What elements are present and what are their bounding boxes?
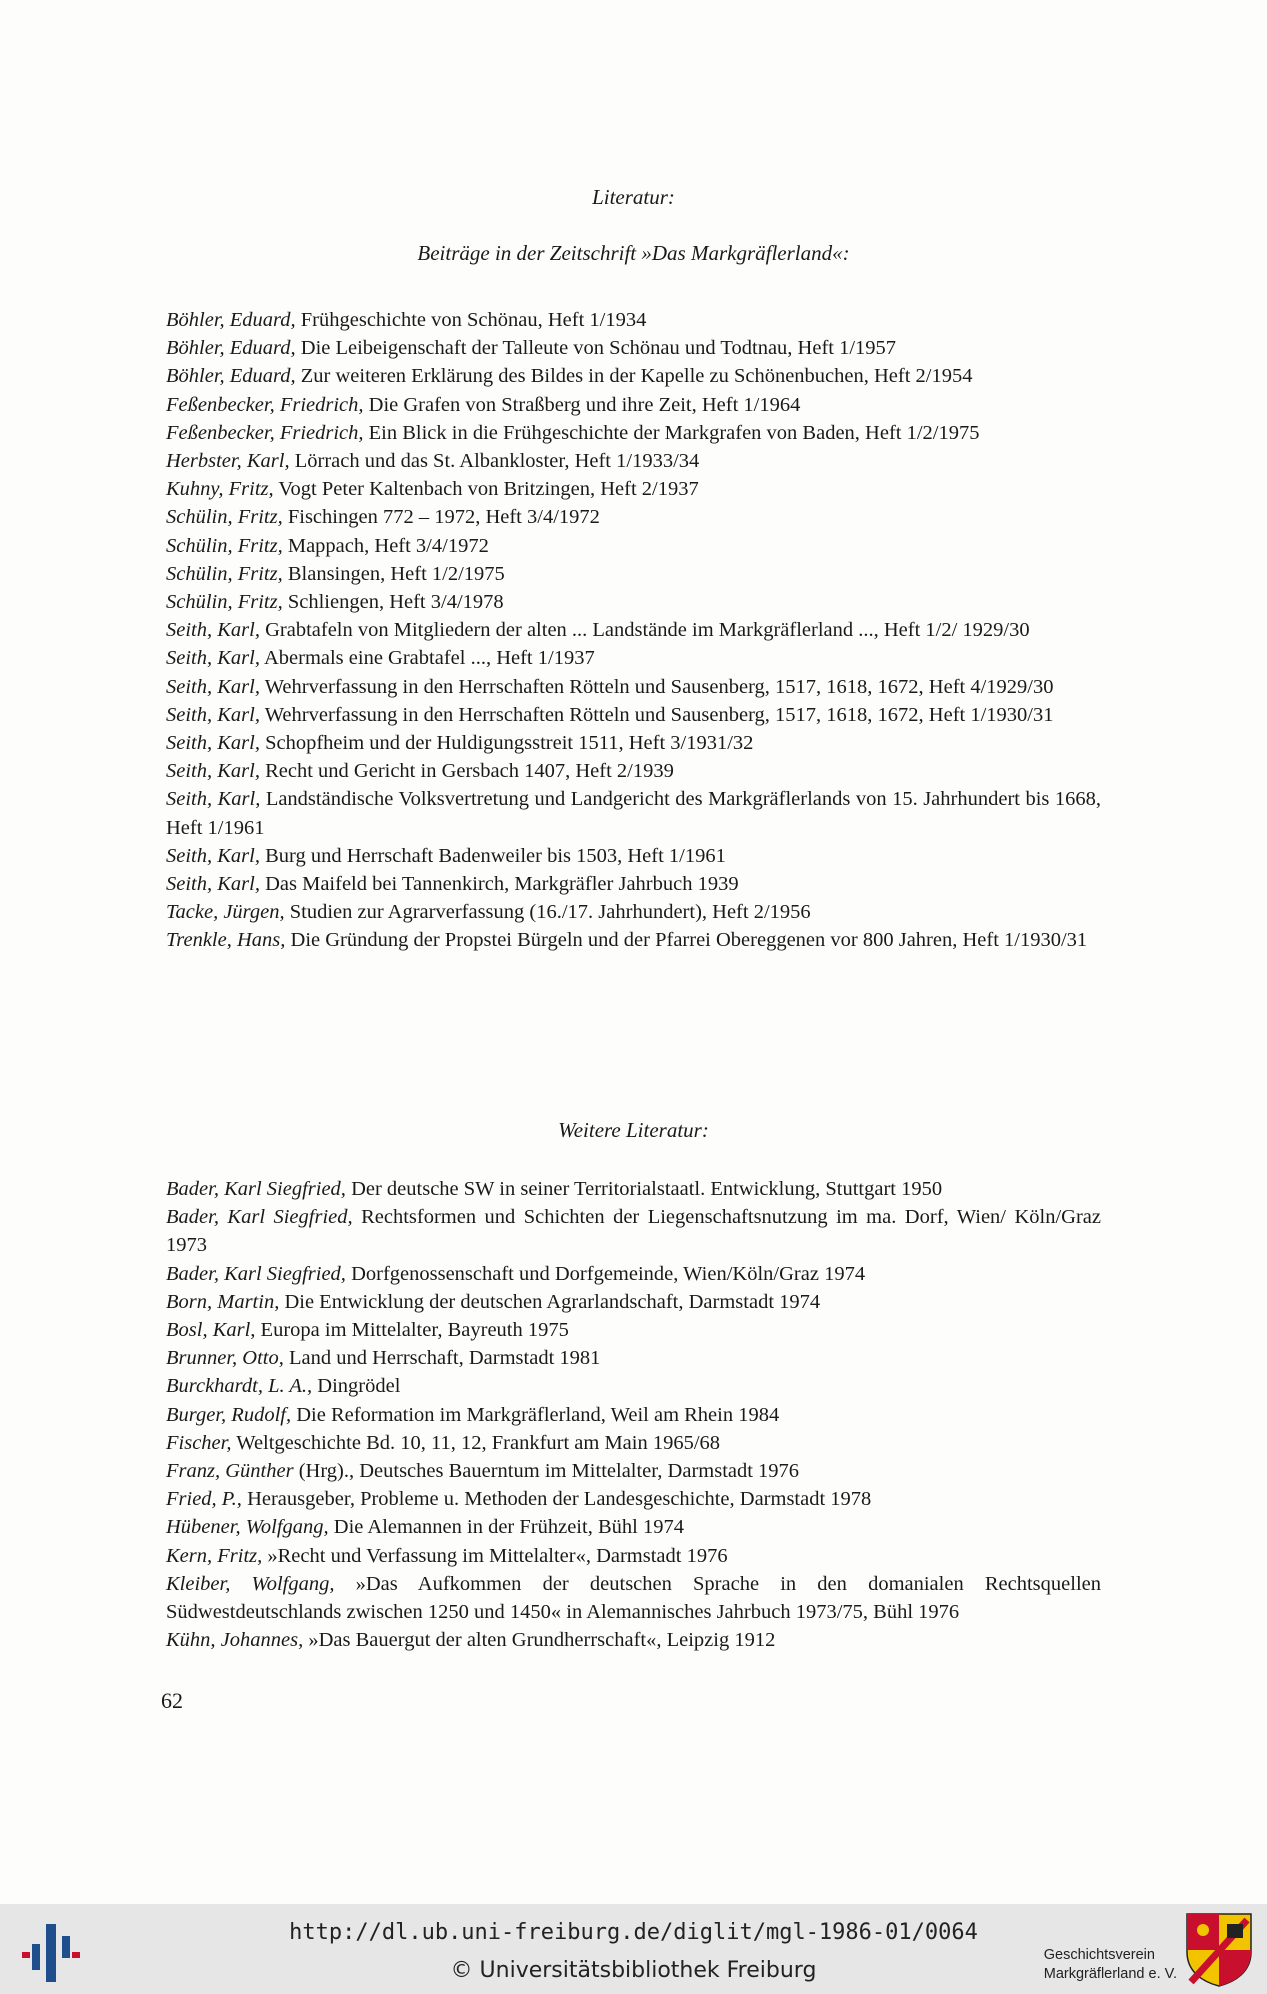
entry-author: Seith, Karl, [166, 788, 261, 811]
entry-author: Seith, Karl, [166, 732, 260, 755]
entry-author: Kuhny, Fritz, [166, 478, 274, 501]
bibliography-entry [166, 898, 1101, 926]
journal-contributions-list [166, 306, 1101, 955]
entry-author: Seith, Karl, [166, 647, 260, 670]
bibliography-entry [166, 1175, 1101, 1203]
entry-title: Schliengen, Heft 3/4/1978 [282, 591, 504, 614]
entry-author: Schülin, Fritz, [166, 562, 283, 585]
entry-author: Seith, Karl, [166, 844, 260, 867]
copyright-text: © Universitätsbibliothek Freiburg [450, 1958, 817, 1983]
society-name [1044, 1946, 1177, 1984]
entry-title: Schopfheim und der Huldigungsstreit 1511, Heft 3/1931/32 [259, 732, 754, 755]
entry-author: Seith, Karl, [166, 760, 260, 783]
bibliography-entry [166, 1344, 1101, 1372]
entry-title: Der deutsche SW in seiner Territorialstaatl. Entwicklung, Stuttgart 1950 [345, 1178, 943, 1200]
entry-author: Burckhardt, L. A., [166, 1375, 313, 1398]
bibliography-entry [166, 1401, 1101, 1429]
bibliography-entry [166, 870, 1101, 898]
bibliography-entry [166, 757, 1101, 785]
entry-title: Wehrverfassung in den Herrschaften Rötteln und Sausenberg, 1517, 1618, 1672, Heft 1/1930/31 [259, 703, 1054, 726]
bibliography-entry [166, 1372, 1101, 1400]
entry-title: Landständische Volksvertretung und Landgericht des Markgräflerlands von 15. Jahrhundert bis 1668, Heft 1/1961 [166, 788, 1101, 839]
literature-heading: Literatur: [592, 185, 675, 209]
entry-author: Kleiber, Wolfgang, [166, 1572, 335, 1595]
entry-author: Brunner, Otto, [166, 1347, 284, 1370]
bibliography-entry [166, 391, 1101, 419]
entry-author: Burger, Rudolf, [166, 1403, 292, 1426]
entry-author: Seith, Karl, [166, 703, 260, 726]
bibliography-entry [166, 616, 1101, 644]
entry-title: Burg und Herrschaft Badenweiler bis 1503, Heft 1/1961 [259, 844, 726, 867]
entry-title: Recht und Gericht in Gersbach 1407, Heft 2/1939 [259, 760, 674, 783]
entry-title: Ein Blick in die Frühgeschichte der Markgrafen von Baden, Heft 1/2/1975 [363, 421, 980, 444]
bibliography-entry [166, 532, 1101, 560]
entry-title: Blansingen, Heft 1/2/1975 [282, 562, 505, 585]
bibliography-entry [166, 447, 1101, 475]
entry-title: Studien zur Agrarverfassung (16./17. Jahrhundert), Heft 2/1956 [284, 901, 811, 924]
entry-title: »Das Aufkommen der deutschen Sprache in den domanialen Rechtsquellen Südwestdeutschlands zwischen 1250 und 1450« in Alemannisches Jahrbuch 1973/75, Bühl 1976 [166, 1572, 1101, 1624]
entry-author: Franz, Günther [166, 1460, 294, 1483]
bibliography-entry [166, 306, 1101, 334]
entry-title: Die Gründung der Propstei Bürgeln und der Pfarrei Obereggenen vor 800 Jahren, Heft 1/1930/31 [285, 929, 1088, 952]
entry-author: Schülin, Fritz, [166, 591, 283, 614]
entry-author: Herbster, Karl, [166, 450, 290, 473]
bibliography-entry [166, 475, 1101, 503]
entry-title: Mappach, Heft 3/4/1972 [282, 534, 489, 557]
bibliography-entry [166, 1203, 1101, 1259]
entry-author: Kern, Fritz, [166, 1544, 263, 1567]
entry-title: Abermals eine Grabtafel ..., Heft 1/1937 [259, 647, 595, 670]
entry-author: Schülin, Fritz, [166, 506, 283, 529]
entry-title: Wehrverfassung in den Herrschaften Rötteln und Sausenberg, 1517, 1618, 1672, Heft 4/1929/30 [259, 675, 1054, 698]
entry-title: Lörrach und das St. Albankloster, Heft 1/1933/34 [289, 450, 700, 473]
bibliography-entry [166, 560, 1101, 588]
entry-author: Fischer, [166, 1431, 232, 1454]
further-literature-list [166, 1175, 1101, 1654]
entry-author: Seith, Karl, [166, 873, 260, 896]
entry-author: Seith, Karl, [166, 675, 260, 698]
bibliography-entry [166, 729, 1101, 757]
entry-title: Vogt Peter Kaltenbach von Britzingen, Heft 2/1937 [273, 478, 699, 501]
bibliography-entry [166, 419, 1101, 447]
entry-author: Kühn, Johannes, [166, 1629, 304, 1652]
society-name-line2: Markgräflerland e. V. [1043, 1966, 1177, 1982]
footer-bar [0, 1904, 1267, 1994]
entry-author: Schülin, Fritz, [166, 534, 283, 557]
entry-title: Die Reformation im Markgräflerland, Weil am Rhein 1984 [291, 1403, 780, 1426]
entry-title: Grabtafeln von Mitgliedern der alten ... Landstände im Markgräflerland ..., Heft 1/2/ 1929/30 [259, 619, 1030, 642]
entry-author: Feßenbecker, Friedrich, [166, 421, 364, 444]
bibliography-entry [166, 1429, 1101, 1457]
entry-title: »Recht und Verfassung im Mittelalter«, Darmstadt 1976 [262, 1544, 728, 1567]
entry-title: »Das Bauergut der alten Grundherrschaft«, Leipzig 1912 [303, 1629, 776, 1652]
bibliography-entry [166, 1288, 1101, 1316]
bibliography-entry [166, 1513, 1101, 1541]
bibliography-entry [166, 1626, 1101, 1654]
entry-author: Fried, P., [166, 1488, 242, 1511]
entry-title: Frühgeschichte von Schönau, Heft 1/1934 [295, 309, 647, 331]
bibliography-entry [166, 842, 1101, 870]
entry-title: Herausgeber, Probleme u. Methoden der Landesgeschichte, Darmstadt 1978 [241, 1488, 872, 1511]
bibliography-entry [166, 673, 1101, 701]
entry-author: Böhler, Eduard, [166, 337, 296, 360]
entry-title: Fischingen 772 – 1972, Heft 3/4/1972 [282, 506, 600, 529]
entry-author: Böhler, Eduard, [166, 309, 296, 331]
bibliography-entry [166, 644, 1101, 672]
bibliography-entry [166, 1457, 1101, 1485]
entry-title: Die Alemannen in der Frühzeit, Bühl 1974 [328, 1516, 684, 1539]
entry-title: Weltgeschichte Bd. 10, 11, 12, Frankfurt am Main 1965/68 [231, 1431, 721, 1454]
journal-contributions-heading: Beiträge in der Zeitschrift »Das Markgräflerland«: [417, 241, 850, 265]
page-number: 62 [161, 1688, 183, 1713]
entry-author: Hübener, Wolfgang, [166, 1516, 329, 1539]
entry-title: Das Maifeld bei Tannenkirch, Markgräfler Jahrbuch 1939 [259, 873, 739, 896]
entry-author: Bosl, Karl, [166, 1319, 256, 1342]
entry-title: Europa im Mittelalter, Bayreuth 1975 [255, 1319, 569, 1342]
entry-title: (Hrg)., Deutsches Bauerntum im Mittelalter, Darmstadt 1976 [293, 1460, 800, 1483]
entry-author: Feßenbecker, Friedrich, [166, 393, 364, 416]
bibliography-entry [166, 926, 1101, 954]
bibliography-entry [166, 1316, 1101, 1344]
entry-title: Die Entwicklung der deutschen Agrarlandschaft, Darmstadt 1974 [279, 1290, 821, 1313]
entry-author: Bader, Karl Siegfried, [166, 1262, 346, 1285]
bibliography-entry [166, 503, 1101, 531]
entry-title: Die Grafen von Straßberg und ihre Zeit, Heft 1/1964 [363, 393, 801, 416]
bibliography-entry [166, 334, 1101, 362]
entry-author: Born, Martin, [166, 1290, 280, 1313]
bibliography-entry [166, 785, 1101, 841]
bibliography-entry [166, 362, 1101, 390]
bibliography-entry [166, 1570, 1101, 1626]
entry-title: Zur weiteren Erklärung des Bildes in der Kapelle zu Schönenbuchen, Heft 2/1954 [295, 365, 973, 388]
bibliography-entry [166, 701, 1101, 729]
society-name-line1: Geschichtsverein [1043, 1947, 1155, 1963]
coat-of-arms-icon [1185, 1912, 1253, 1988]
bibliography-entry [166, 1260, 1101, 1288]
entry-author: Trenkle, Hans, [166, 929, 286, 952]
entry-author: Bader, Karl Siegfried, [166, 1206, 353, 1229]
entry-title: Dingrödel [312, 1375, 401, 1398]
entry-title: Land und Herrschaft, Darmstadt 1981 [283, 1347, 601, 1370]
permalink-url[interactable]: http://dl.ub.uni-freiburg.de/diglit/mgl-1986-01/0064 [289, 1920, 978, 1945]
bibliography-entry [166, 588, 1101, 616]
entry-author: Bader, Karl Siegfried, [166, 1178, 346, 1200]
entry-title: Rechtsformen und Schichten der Liegenschaftsnutzung im ma. Dorf, Wien/ Köln/Graz 1973 [166, 1206, 1101, 1257]
entry-author: Seith, Karl, [166, 619, 260, 642]
entry-author: Tacke, Jürgen, [166, 901, 285, 924]
bibliography-entry [166, 1485, 1101, 1513]
further-literature-heading: Weitere Literatur: [558, 1118, 709, 1142]
bibliography-entry [166, 1542, 1101, 1570]
entry-author: Böhler, Eduard, [166, 365, 296, 388]
entry-title: Die Leibeigenschaft der Talleute von Schönau und Todtnau, Heft 1/1957 [295, 337, 897, 360]
entry-title: Dorfgenossenschaft und Dorfgemeinde, Wien/Köln/Graz 1974 [345, 1262, 866, 1285]
